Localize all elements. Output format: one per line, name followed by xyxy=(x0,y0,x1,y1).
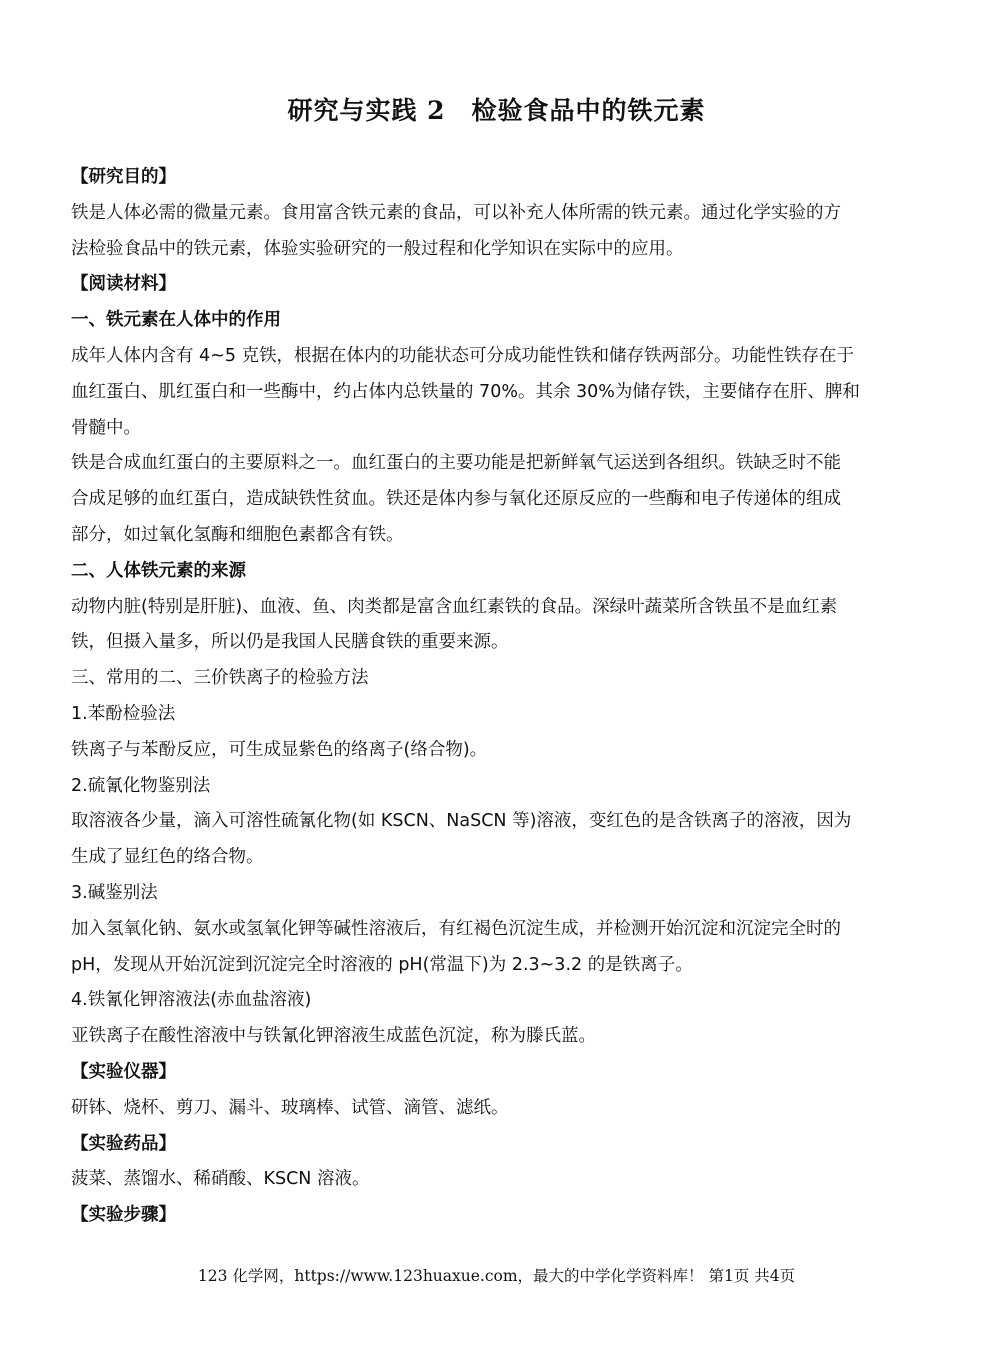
body-text-line: 血红蛋白、肌红蛋白和一些酶中，约占体内总铁量的 70%。其余 30%为储存铁，主要储存在肝、脾和 xyxy=(71,381,860,402)
body-text-line: 铁是人体必需的微量元素。食用富含铁元素的食品，可以补充人体所需的铁元素。通过化学实验的方 xyxy=(71,202,841,223)
body-text-line: 骨髓中。 xyxy=(71,417,141,438)
body-text-line: 成年人体内含有 4~5 克铁，根据在体内的功能状态可分成功能性铁和储存铁两部分。功能性铁存在于 xyxy=(71,345,855,366)
body-text-line: 铁，但摄入量多，所以仍是我国人民膳食铁的重要来源。 xyxy=(71,632,509,653)
body-text-line: 法检验食品中的铁元素，体验实验研究的一般过程和化学知识在实际中的应用。 xyxy=(71,238,684,259)
section-heading: 【实验药品】 xyxy=(71,1133,176,1154)
body-text-line: 生成了显红色的络合物。 xyxy=(71,847,264,868)
page-footer: 123 化学网，https://www.123huaxue.com，最大的中学化学资料库！ 第1页 共4页 xyxy=(197,1267,796,1285)
body-text-line: 研钵、烧杯、剪刀、漏斗、玻璃棒、试管、滴管、滤纸。 xyxy=(71,1097,509,1118)
body-text-line: 菠菜、蒸馏水、稀硝酸、KSCN 溶液。 xyxy=(71,1169,370,1190)
body-text-line: 三、常用的二、三价铁离子的检验方法 xyxy=(71,668,369,689)
document-body xyxy=(71,160,921,1234)
body-text-line: 亚铁离子在酸性溶液中与铁氰化钾溶液生成蓝色沉淀，称为滕氏蓝。 xyxy=(71,1026,596,1047)
body-text-line: 部分，如过氧化氢酶和细胞色素都含有铁。 xyxy=(71,524,404,545)
section-heading: 【实验步骤】 xyxy=(71,1205,176,1226)
body-text-line: 加入氢氧化钠、氨水或氢氧化钾等碱性溶液后，有红褐色沉淀生成，并检测开始沉淀和沉淀完全时的 xyxy=(71,918,841,939)
document-title: 研究与实践 2 检验食品中的铁元素 xyxy=(287,96,706,125)
body-text-line: 合成足够的血红蛋白，造成缺铁性贫血。铁还是体内参与氧化还原反应的一些酶和电子传递体的组成 xyxy=(71,489,841,510)
body-text-line: 取溶液各少量，滴入可溶性硫氰化物(如 KSCN、NaSCN 等)溶液，变红色的是含铁离子的溶液，因为 xyxy=(71,811,852,832)
section-heading: 【研究目的】 xyxy=(71,167,176,187)
body-text-line: pH，发现从开始沉淀到沉淀完全时溶液的 pH(常温下)为 2.3~3.2 的是铁离子。 xyxy=(71,954,693,975)
body-text-line: 1.苯酚检验法 xyxy=(71,703,176,724)
section-heading: 一、铁元素在人体中的作用 xyxy=(71,310,281,331)
section-heading: 二、人体铁元素的来源 xyxy=(71,560,246,581)
body-text-line: 3.碱鉴别法 xyxy=(71,882,158,903)
body-text-line: 2.硫氰化物鉴别法 xyxy=(71,775,211,796)
body-text-line: 铁是合成血红蛋白的主要原料之一。血红蛋白的主要功能是把新鲜氧气运送到各组织。铁缺乏时不能 xyxy=(71,453,841,474)
body-text-line: 动物内脏(特别是肝脏)、血液、鱼、肉类都是富含血红素铁的食品。深绿叶蔬菜所含铁虽不是血红素 xyxy=(71,596,838,617)
section-heading: 【实验仪器】 xyxy=(71,1061,176,1082)
body-text-line: 4.铁氰化钾溶液法(赤血盐溶液) xyxy=(71,990,312,1011)
section-heading: 【阅读材料】 xyxy=(71,274,176,295)
body-text-line: 铁离子与苯酚反应，可生成显紫色的络离子(络合物)。 xyxy=(71,739,488,760)
